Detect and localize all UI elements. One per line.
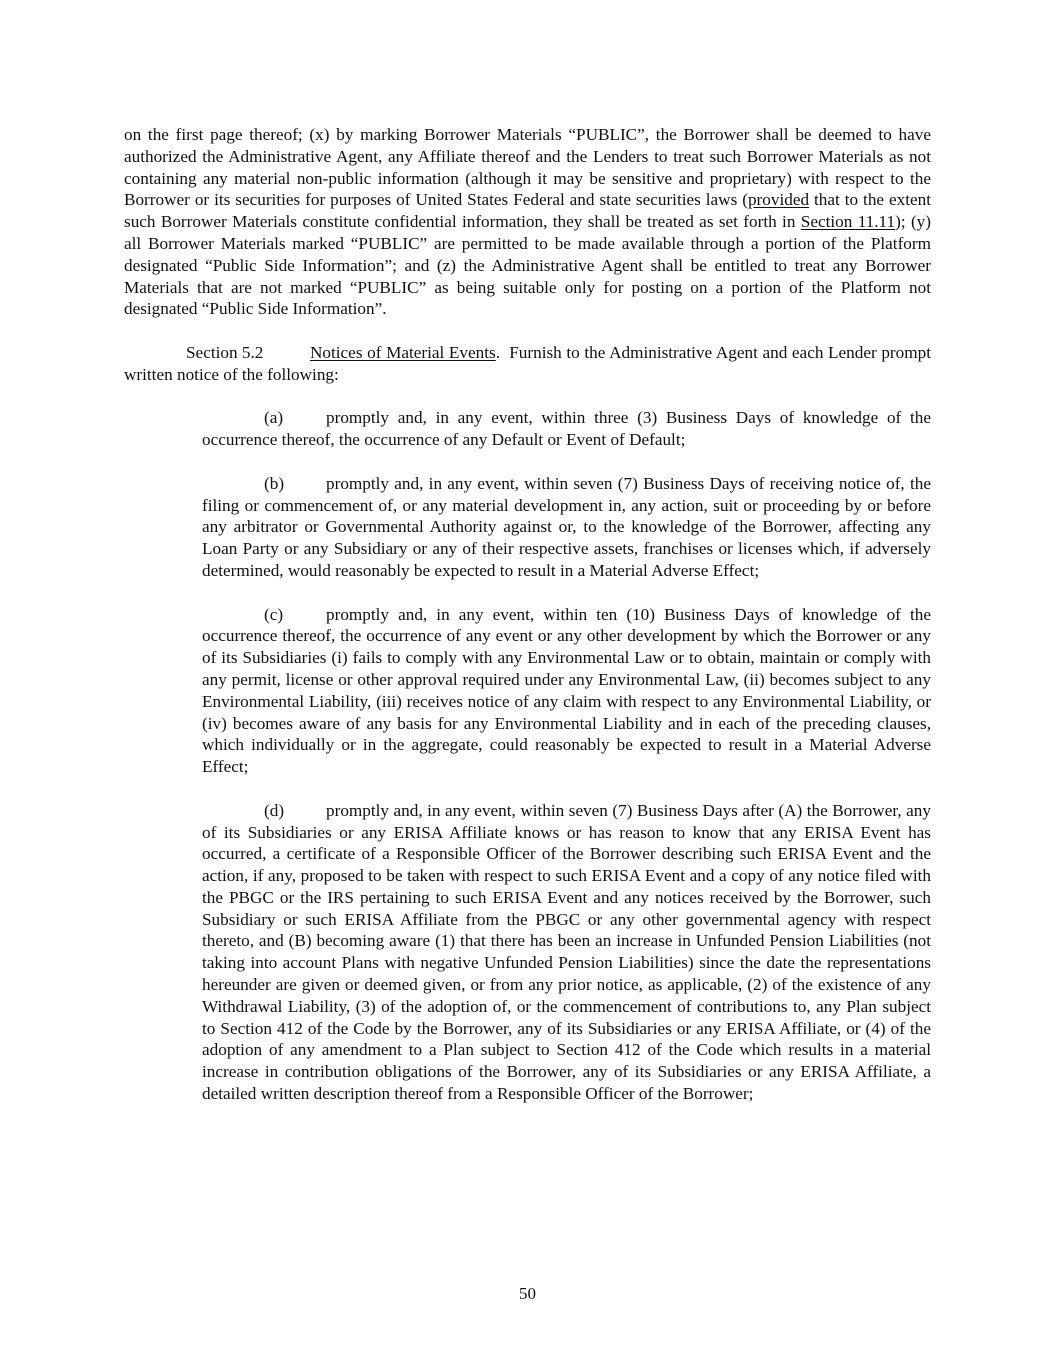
intro-text-part2: that to the extent such Borrower Materials constitute confidential information, they shall be treated as set forth in <box>124 190 932 232</box>
section-title: Notices of Material Events <box>310 342 496 362</box>
section-heading-paragraph <box>124 342 936 386</box>
section-body: Furnish to the Administrative Agent and each Lender prompt written notice of the following: <box>124 342 936 384</box>
section-reference-link: Section 11.11 <box>800 212 896 232</box>
clause-list <box>124 407 931 1105</box>
clause-label: (a) <box>264 408 284 428</box>
clause-text: promptly and, in any event, within seven (7) Business Days of receiving notice of, the filing or commencement of, or any material development in, any action, suit or proceeding by or before any arbitrator or Governmental Authority against or, to the knowledge of the Borrower, affecting any Loan Party or any Subsidiary or any of their respective assets, franchises or licenses which, if adversely determined, would reasonably be expected to result in a Material Adverse Effect; <box>202 473 931 580</box>
clause-d <box>202 800 931 1105</box>
intro-paragraph <box>124 124 931 320</box>
clause-text: promptly and, in any event, within three (3) Business Days of knowledge of the occurrence thereof, the occurrence of any Default or Event of Default; <box>202 408 931 450</box>
clause-c <box>202 604 931 778</box>
page-number: 50 <box>519 1284 536 1303</box>
intro-text-part3: ); (y) all Borrower Materials marked “PUBLIC” are permitted to be made available through a portion of the Platform designated “Public Side Information”; and (z) the Administrative Agent shall be entitled to treat any Borrower Materials that are not marked “PUBLIC” as being suitable only for posting on a portion of the Platform not designated “Public Side Information”. <box>124 212 932 319</box>
clause-text: promptly and, in any event, within seven (7) Business Days after (A) the Borrower, any of its Subsidiaries or any ERISA Affiliate knows or has reason to know that any ERISA Event has occurred, a certificate of a Responsible Officer of the Borrower describing such ERISA Event and the action, if any, proposed to be taken with respect to such ERISA Event and a copy of any notice filed with the PBGC or the IRS pertaining to such ERISA Event and any notices received by the Borrower, such Subsidiary or such ERISA Affiliate from the PBGC or any other governmental agency with respect thereto, and (B) becoming aware (1) that there has been an increase in Unfunded Pension Liabilities (not taking into account Plans with negative Unfunded Pension Liabilities) since the date the representations hereunder are given or deemed given, or from any prior notice, as applicable, (2) of the existence of any Withdrawal Liability, (3) of the adoption of, or the commencement of contributions to, any Plan subject to Section 412 of the Code by the Borrower, any of its Subsidiaries or any ERISA Affiliate, or (4) of the adoption of any amendment to a Plan subject to Section 412 of the Code which results in a material increase in contribution obligations of the Borrower, any of its Subsidiaries or any ERISA Affiliate, a detailed written description thereof from a Responsible Officer of the Borrower; <box>202 800 931 1104</box>
intro-text-part1: on the first page thereof; (x) by marking Borrower Materials “PUBLIC”, the Borrower shall be deemed to have authorized the Administrative Agent, any Affiliate thereof and the Lenders to treat such Borrower Materials as not containing any material non-public information (although it may be sensitive and proprietary) with respect to the Borrower or its securities for purposes of United States Federal and state securities laws ( <box>124 125 931 210</box>
clause-text: promptly and, in any event, within ten (10) Business Days of knowledge of the occurrence thereof, the occurrence of any event or any other development by which the Borrower or any of its Subsidiaries (i) fails to comply with any Environmental Law or to obtain, maintain or comply with any permit, license or other approval required under any Environmental Law, (ii) becomes subject to any Environmental Liability, (iii) receives notice of any claim with respect to any Environmental Liability, or (iv) becomes aware of any basis for any Environmental Liability and in each of the preceding clauses, which individually or in the aggregate, could reasonably be expected to result in a Material Adverse Effect; <box>202 604 931 777</box>
section-title-suffix: . <box>495 342 500 362</box>
clause-label: (d) <box>264 800 285 820</box>
provided-term: provided <box>747 190 810 210</box>
section-number: Section 5.2 <box>186 342 264 362</box>
document-page <box>124 124 936 1105</box>
clause-label: (b) <box>264 473 285 493</box>
clause-label: (c) <box>264 604 284 624</box>
clause-a <box>202 407 931 451</box>
clause-b <box>202 473 931 582</box>
